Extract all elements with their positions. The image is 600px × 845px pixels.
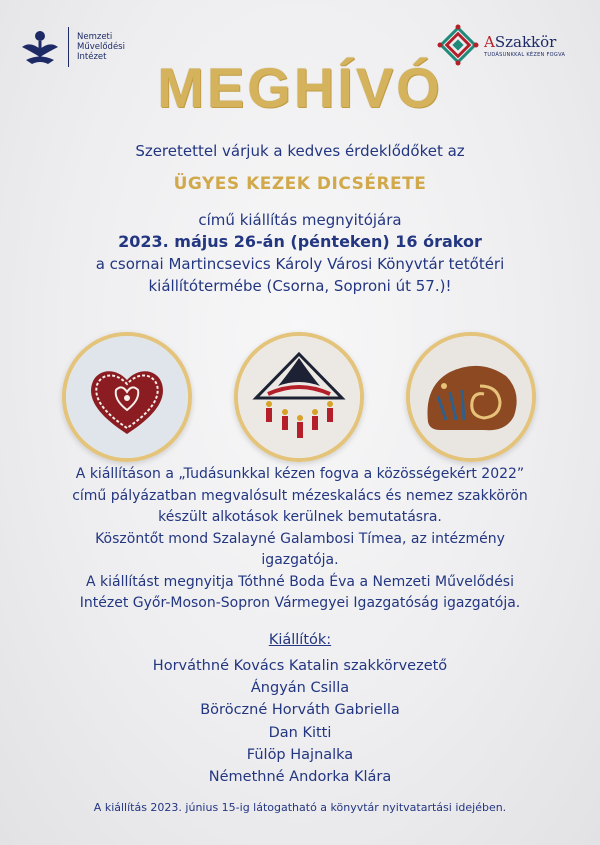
aszakkor-name-rest: Szakkör: [494, 32, 557, 51]
description-line: A kiállítást megnyitja Tóthné Boda Éva a Nemzeti Művelődési: [86, 573, 514, 590]
aszakkor-logo-text: [484, 33, 565, 58]
event-info: [0, 209, 600, 297]
nmi-line3: Intézet: [77, 52, 107, 62]
description-line: készült alkotások kerülnek bemutatásra.: [158, 509, 442, 525]
welcome-text: Szeretettel várjuk a kedves érdeklődőket az: [135, 142, 465, 160]
felt-wall-hanging-image: [238, 336, 360, 458]
exhibitor-item: Horváthné Kovács Katalin szakkörvezető: [152, 658, 448, 674]
aszakkor-name: [484, 33, 565, 51]
exhibitor-item: Némethné Andorka Klára: [208, 769, 392, 786]
description-line: igazgatója.: [261, 552, 339, 568]
info-date: 2023. május 26-án (pénteken) 16 órakor: [118, 232, 482, 251]
aszakkor-tagline: TUDÁSUNKKAL KÉZEN FOGVA: [484, 51, 566, 58]
gingerbread-snail-image: [410, 336, 532, 458]
description-line: című pályázatban megvalósult mézeskalács és nemez szakkörön: [72, 487, 528, 504]
photo-gingerbread-snail: [406, 332, 536, 462]
photo-felt-wall-hanging: [234, 332, 364, 462]
photo-gingerbread-heart: [62, 332, 192, 462]
exhibitors-heading: Kiállítók:: [268, 632, 332, 648]
description-line: A kiállításon a „Tudásunkkal kézen fogva a közösségekért 2022”: [75, 466, 525, 482]
page-title: MEGHÍVÓ: [157, 56, 443, 119]
description-line: Intézet Győr-Moson-Sopron Vármegyei Igazgatóság igazgatója.: [79, 595, 521, 611]
info-line-3: a csornai Martincsevics Károly Városi Könyvtár tetőtéri: [95, 255, 505, 273]
exhibitor-item: Ángyán Csilla: [250, 680, 350, 697]
nmi-line1: Nemzeti: [77, 32, 113, 42]
exhibitors-list: [0, 655, 600, 788]
description: [0, 464, 600, 615]
aszakkor-name-a: A: [484, 32, 495, 51]
description-line: Köszöntőt mond Szalayné Galambosi Tímea, az intézmény: [95, 530, 505, 547]
exhibit-name: ÜGYES KEZEK DICSÉRETE: [173, 174, 427, 194]
info-line-4: kiállítótermébe (Csorna, Soproni út 57.)!: [148, 277, 452, 295]
footer-note: A kiállítás 2023. június 15-ig látogatható a könyvtár nyitvatartási idejében.: [93, 801, 507, 814]
exhibitor-item: Böröczné Horváth Gabriella: [200, 702, 400, 719]
nmi-line2: Művelődési: [77, 42, 125, 52]
exhibitor-item: Fülöp Hajnalka: [246, 746, 354, 763]
gingerbread-heart-image: [66, 336, 188, 458]
info-line-1: című kiállítás megnyitójára: [198, 211, 402, 229]
exhibitor-item: Dan Kitti: [268, 724, 332, 741]
